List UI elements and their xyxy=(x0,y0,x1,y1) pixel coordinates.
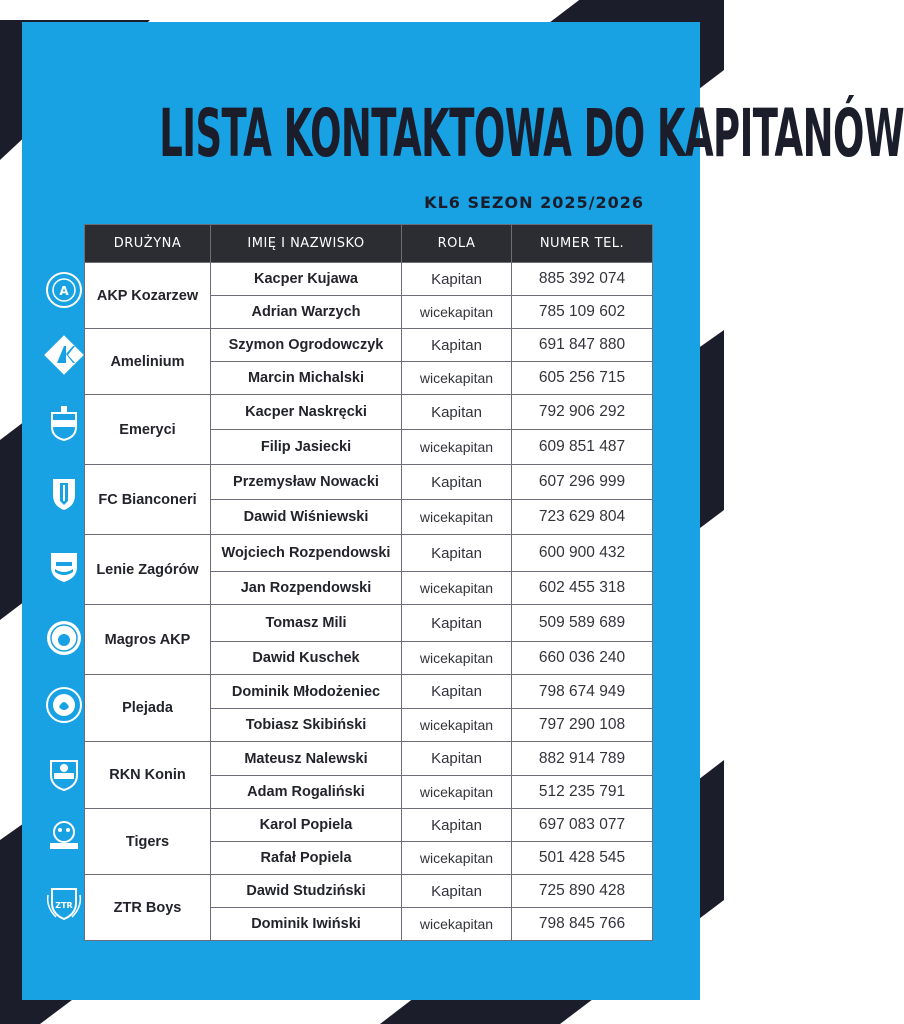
captain-name: Dominik Młodożeniec xyxy=(211,675,402,709)
captain-role: Kapitan xyxy=(402,675,512,709)
captain-role: Kapitan xyxy=(402,329,512,362)
table-row xyxy=(85,329,653,362)
vice-captain-phone: 609 851 487 xyxy=(512,430,653,465)
captain-name: Wojciech Rozpendowski xyxy=(211,535,402,572)
vice-captain-phone: 512 235 791 xyxy=(512,776,653,809)
vice-captain-role: wicekapitan xyxy=(402,430,512,465)
ztr-boys-logo-icon xyxy=(44,881,84,921)
header-role: ROLA xyxy=(402,225,512,263)
captain-role: Kapitan xyxy=(402,875,512,908)
tigers-logo-icon xyxy=(44,817,84,857)
captain-phone: 607 296 999 xyxy=(512,465,653,500)
vice-captain-role: wicekapitan xyxy=(402,776,512,809)
page-title: LISTA KONTAKTOWA DO KAPITANÓW xyxy=(159,95,904,172)
captain-name: Tomasz Mili xyxy=(211,605,402,642)
vice-captain-role: wicekapitan xyxy=(402,908,512,941)
header-name: IMIĘ I NAZWISKO xyxy=(211,225,402,263)
akp-kozarzew-logo-icon xyxy=(44,270,84,310)
team-name: Magros AKP xyxy=(85,605,211,675)
rkn-konin-logo-icon xyxy=(44,753,84,793)
team-name: Tigers xyxy=(85,809,211,875)
vice-captain-name: Dawid Kuschek xyxy=(211,642,402,675)
captain-phone: 885 392 074 xyxy=(512,263,653,296)
season-subtitle: KL6 SEZON 2025/2026 xyxy=(424,193,644,212)
captain-role: Kapitan xyxy=(402,535,512,572)
emeryci-logo-icon xyxy=(44,403,84,443)
captain-phone: 725 890 428 xyxy=(512,875,653,908)
vice-captain-phone: 660 036 240 xyxy=(512,642,653,675)
vice-captain-phone: 501 428 545 xyxy=(512,842,653,875)
amelinium-logo-icon xyxy=(44,335,84,375)
captain-name: Przemysław Nowacki xyxy=(211,465,402,500)
header-team: DRUŻYNA xyxy=(85,225,211,263)
captain-phone: 798 674 949 xyxy=(512,675,653,709)
vice-captain-role: wicekapitan xyxy=(402,296,512,329)
vice-captain-role: wicekapitan xyxy=(402,709,512,742)
svg-text:A: A xyxy=(59,284,69,298)
team-name: RKN Konin xyxy=(85,742,211,809)
table-row xyxy=(85,465,653,500)
team-name: Lenie Zagórów xyxy=(85,535,211,605)
vice-captain-role: wicekapitan xyxy=(402,642,512,675)
vice-captain-role: wicekapitan xyxy=(402,500,512,535)
table-header-row xyxy=(85,225,653,263)
captain-name: Kacper Kujawa xyxy=(211,263,402,296)
vice-captain-name: Dominik Iwiński xyxy=(211,908,402,941)
team-name: AKP Kozarzew xyxy=(85,263,211,329)
table-row xyxy=(85,605,653,642)
table-row xyxy=(85,675,653,709)
table-row xyxy=(85,263,653,296)
captain-role: Kapitan xyxy=(402,742,512,776)
header-phone: NUMER TEL. xyxy=(512,225,653,263)
table-row xyxy=(85,535,653,572)
table-row xyxy=(85,875,653,908)
captain-name: Dawid Studziński xyxy=(211,875,402,908)
team-name: FC Bianconeri xyxy=(85,465,211,535)
vice-captain-phone: 723 629 804 xyxy=(512,500,653,535)
captain-name: Karol Popiela xyxy=(211,809,402,842)
captain-role: Kapitan xyxy=(402,605,512,642)
vice-captain-name: Tobiasz Skibiński xyxy=(211,709,402,742)
vice-captain-phone: 797 290 108 xyxy=(512,709,653,742)
plejada-logo-icon xyxy=(44,685,84,725)
fc-bianconeri-logo-icon xyxy=(44,473,84,513)
table-row xyxy=(85,809,653,842)
captain-phone: 691 847 880 xyxy=(512,329,653,362)
magros-akp-logo-icon xyxy=(44,618,84,658)
captain-phone: 697 083 077 xyxy=(512,809,653,842)
vice-captain-phone: 785 109 602 xyxy=(512,296,653,329)
vice-captain-phone: 602 455 318 xyxy=(512,572,653,605)
vice-captain-role: wicekapitan xyxy=(402,572,512,605)
captain-name: Szymon Ogrodowczyk xyxy=(211,329,402,362)
captain-role: Kapitan xyxy=(402,465,512,500)
vice-captain-name: Marcin Michalski xyxy=(211,362,402,395)
vice-captain-name: Rafał Popiela xyxy=(211,842,402,875)
vice-captain-name: Dawid Wiśniewski xyxy=(211,500,402,535)
vice-captain-name: Adrian Warzych xyxy=(211,296,402,329)
vice-captain-name: Filip Jasiecki xyxy=(211,430,402,465)
team-name: Emeryci xyxy=(85,395,211,465)
team-name: ZTR Boys xyxy=(85,875,211,941)
captain-name: Kacper Naskręcki xyxy=(211,395,402,430)
table-row xyxy=(85,395,653,430)
captain-role: Kapitan xyxy=(402,809,512,842)
lenie-zagorow-logo-icon xyxy=(44,545,84,585)
vice-captain-name: Adam Rogaliński xyxy=(211,776,402,809)
captain-phone: 882 914 789 xyxy=(512,742,653,776)
captain-name: Mateusz Nalewski xyxy=(211,742,402,776)
vice-captain-phone: 605 256 715 xyxy=(512,362,653,395)
vice-captain-phone: 798 845 766 xyxy=(512,908,653,941)
vice-captain-role: wicekapitan xyxy=(402,362,512,395)
captain-phone: 509 589 689 xyxy=(512,605,653,642)
captain-phone: 600 900 432 xyxy=(512,535,653,572)
captain-role: Kapitan xyxy=(402,263,512,296)
contact-table xyxy=(84,224,653,941)
captain-phone: 792 906 292 xyxy=(512,395,653,430)
team-name: Amelinium xyxy=(85,329,211,395)
vice-captain-name: Jan Rozpendowski xyxy=(211,572,402,605)
captain-role: Kapitan xyxy=(402,395,512,430)
svg-text:ZTR: ZTR xyxy=(55,901,73,910)
table-row xyxy=(85,742,653,776)
team-name: Plejada xyxy=(85,675,211,742)
vice-captain-role: wicekapitan xyxy=(402,842,512,875)
